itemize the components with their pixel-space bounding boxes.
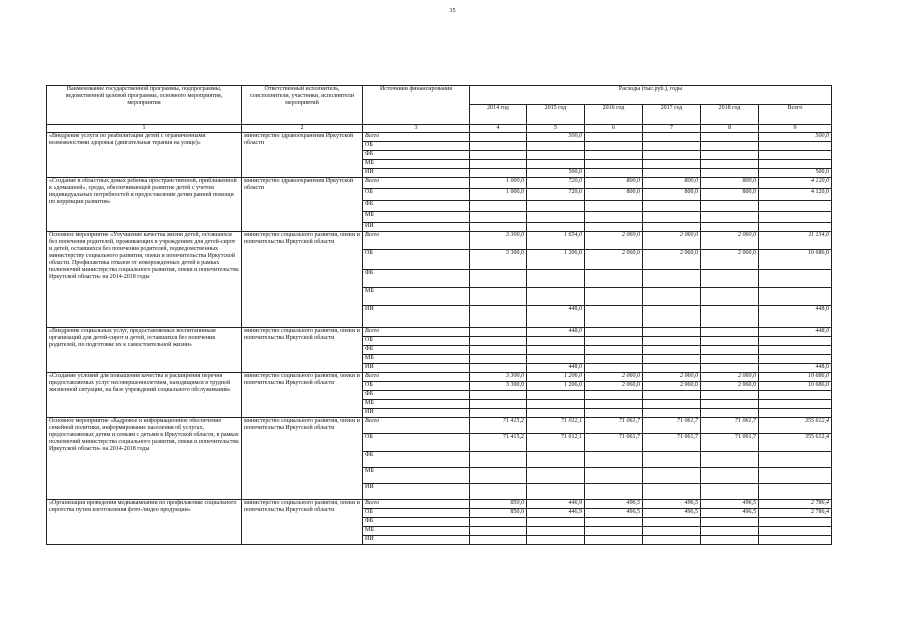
year-value	[470, 212, 527, 223]
year-value	[585, 328, 643, 337]
year-value	[643, 142, 701, 151]
expenses-table	[46, 85, 832, 545]
total-value	[759, 484, 832, 500]
total-value: 2 786,4	[759, 500, 832, 509]
year-value	[643, 400, 701, 409]
year-value	[585, 169, 643, 178]
total-value	[759, 142, 832, 151]
year-value: 496,5	[701, 509, 759, 518]
funding-source: ИИ	[363, 364, 470, 373]
year-value: 1 000,0	[470, 178, 527, 189]
funding-source: Всего	[363, 232, 470, 250]
year-value: 496,5	[643, 500, 701, 509]
year-value: 800,0	[643, 189, 701, 201]
total-value: 500,0	[759, 169, 832, 178]
total-value: 10 686,0	[759, 250, 832, 270]
year-value: 71 061,7	[643, 418, 701, 434]
year-value	[585, 201, 643, 212]
year-value	[527, 536, 585, 545]
year-value	[643, 391, 701, 400]
year-value	[527, 151, 585, 160]
total-value: 355 612,4	[759, 418, 832, 434]
year-value: 720,0	[527, 178, 585, 189]
year-value	[527, 452, 585, 468]
funding-source: МБ	[363, 355, 470, 364]
year-value: 800,0	[701, 189, 759, 201]
funding-source: ИИ	[363, 169, 470, 178]
year-value	[643, 151, 701, 160]
funding-source: ФБ	[363, 201, 470, 212]
header-year: 2018 год	[701, 105, 759, 125]
year-value: 2 060,0	[701, 382, 759, 391]
funding-source: Всего	[363, 133, 470, 142]
measure-executor: министерство социального развития, опеки и попечительства Иркутской области	[242, 328, 363, 373]
year-value	[585, 468, 643, 484]
year-value: 1 206,0	[527, 382, 585, 391]
year-value	[701, 133, 759, 142]
funding-source: МБ	[363, 212, 470, 223]
measure-executor: министерство социального развития, опеки и попечительства Иркутской области	[242, 500, 363, 545]
year-value	[585, 484, 643, 500]
year-value	[527, 484, 585, 500]
funding-source: ФБ	[363, 151, 470, 160]
year-value	[701, 169, 759, 178]
total-value	[759, 160, 832, 169]
funding-source: МБ	[363, 288, 470, 306]
year-value	[585, 400, 643, 409]
column-number: 9	[759, 125, 832, 133]
year-value: 3 300,0	[470, 382, 527, 391]
funding-source: МБ	[363, 160, 470, 169]
table-row	[47, 328, 832, 337]
year-value: 446,9	[527, 500, 585, 509]
funding-source: ФБ	[363, 270, 470, 288]
total-value	[759, 518, 832, 527]
year-value	[585, 346, 643, 355]
column-number: 2	[242, 125, 363, 133]
year-value	[527, 391, 585, 400]
year-value	[643, 409, 701, 418]
measure-executor: министерство здравоохранения Иркутской области	[242, 178, 363, 232]
year-value: 2 060,0	[643, 373, 701, 382]
year-value	[701, 223, 759, 232]
table-row	[47, 232, 832, 250]
year-value	[470, 169, 527, 178]
measure-name: Основное мероприятие «Кадровое и информационное обеспечение семейной политики, информирование населения об услугах, предоставляемых детям и семьям с детьми в Иркутской области, в рамках полномочий министерства социального развития, опеки и попечительства Иркутской области» на 2014-2018 годы	[47, 418, 242, 500]
year-value	[470, 133, 527, 142]
total-value: 10 686,0	[759, 373, 832, 382]
year-value	[643, 201, 701, 212]
year-value	[527, 223, 585, 232]
funding-source: ФБ	[363, 518, 470, 527]
year-value	[527, 400, 585, 409]
year-value	[470, 306, 527, 328]
total-value	[759, 400, 832, 409]
year-value	[585, 391, 643, 400]
year-value	[585, 518, 643, 527]
year-value: 500,0	[527, 169, 585, 178]
year-value	[701, 288, 759, 306]
funding-source: ОБ	[363, 250, 470, 270]
year-value: 71 415,2	[470, 418, 527, 434]
year-value	[701, 270, 759, 288]
year-value	[585, 270, 643, 288]
year-value: 496,5	[701, 500, 759, 509]
year-value	[701, 151, 759, 160]
funding-source: МБ	[363, 527, 470, 536]
year-value: 448,0	[527, 364, 585, 373]
year-value	[701, 346, 759, 355]
year-value: 3 300,0	[470, 373, 527, 382]
year-value: 1 206,0	[527, 250, 585, 270]
funding-source: Всего	[363, 373, 470, 382]
year-value	[643, 223, 701, 232]
year-value	[643, 270, 701, 288]
year-value	[527, 346, 585, 355]
year-value: 2 060,0	[701, 373, 759, 382]
year-value: 2 060,0	[585, 382, 643, 391]
year-value	[701, 212, 759, 223]
funding-source: ОБ	[363, 142, 470, 151]
year-value: 2 060,0	[585, 250, 643, 270]
year-value: 71 012,1	[527, 418, 585, 434]
total-value	[759, 391, 832, 400]
funding-source: Всего	[363, 328, 470, 337]
year-value	[701, 468, 759, 484]
year-value: 448,0	[527, 306, 585, 328]
funding-source: ФБ	[363, 452, 470, 468]
total-value	[759, 468, 832, 484]
year-value	[701, 355, 759, 364]
total-value	[759, 409, 832, 418]
year-value	[585, 364, 643, 373]
total-value: 11 134,0	[759, 232, 832, 250]
year-value: 71 061,7	[643, 434, 701, 452]
table-body	[47, 133, 832, 545]
year-value	[470, 527, 527, 536]
year-value: 1 000,0	[470, 189, 527, 201]
year-value	[470, 160, 527, 169]
year-value	[470, 355, 527, 364]
total-value: 10 686,0	[759, 382, 832, 391]
year-value	[585, 151, 643, 160]
total-value	[759, 452, 832, 468]
measure-name: «Внедрение услуги по реабилитации детей с ограниченными возможностями здоровья (двигательная терапия на улице)»	[47, 133, 242, 178]
year-value	[527, 212, 585, 223]
year-value	[527, 355, 585, 364]
year-value	[643, 364, 701, 373]
header-year: 2017 год	[643, 105, 701, 125]
year-value: 71 061,7	[585, 434, 643, 452]
table-row	[47, 418, 832, 434]
year-value: 850,0	[470, 509, 527, 518]
year-value	[701, 391, 759, 400]
year-value	[643, 169, 701, 178]
year-value	[527, 142, 585, 151]
year-value	[643, 337, 701, 346]
year-value	[527, 288, 585, 306]
year-value	[470, 484, 527, 500]
year-value	[470, 346, 527, 355]
header-expenses: Расходы (тыс.руб.), годы	[470, 86, 832, 105]
column-number: 7	[643, 125, 701, 133]
year-value	[643, 328, 701, 337]
year-value	[643, 536, 701, 545]
year-value	[470, 391, 527, 400]
year-value: 496,5	[585, 500, 643, 509]
header-total: Всего	[759, 105, 832, 125]
measure-name: «Создание условий для повышения качества и расширения перечня предоставляемых услуг несовершеннолетним, находящимся в трудной жизненной ситуации, на базе учреждений социального обслуживания»	[47, 373, 242, 418]
year-value	[585, 212, 643, 223]
total-value	[759, 223, 832, 232]
funding-source: ИИ	[363, 536, 470, 545]
year-value	[470, 288, 527, 306]
year-value	[527, 468, 585, 484]
year-value	[585, 133, 643, 142]
funding-source: ФБ	[363, 391, 470, 400]
year-value	[701, 160, 759, 169]
funding-source: Всего	[363, 500, 470, 509]
year-value: 71 061,7	[701, 418, 759, 434]
year-value	[643, 355, 701, 364]
year-value: 71 012,1	[527, 434, 585, 452]
header-name: Наименование государственной программы, подпрограммы, ведомственной целевой программы, основного мероприятия, мероприятия	[47, 86, 242, 125]
year-value	[643, 306, 701, 328]
year-value: 1 654,0	[527, 232, 585, 250]
funding-source: ИИ	[363, 306, 470, 328]
funding-source: ОБ	[363, 189, 470, 201]
year-value	[701, 484, 759, 500]
year-value	[585, 409, 643, 418]
year-value: 71 061,7	[585, 418, 643, 434]
year-value	[643, 212, 701, 223]
year-value: 800,0	[701, 178, 759, 189]
funding-source: МБ	[363, 468, 470, 484]
year-value	[470, 400, 527, 409]
measure-executor: министерство здравоохранения Иркутской области	[242, 133, 363, 178]
total-value	[759, 527, 832, 536]
year-value	[701, 400, 759, 409]
year-value	[701, 201, 759, 212]
year-value	[470, 201, 527, 212]
year-value	[585, 337, 643, 346]
table-row	[47, 373, 832, 382]
year-value: 448,0	[527, 328, 585, 337]
total-value	[759, 201, 832, 212]
column-number: 3	[363, 125, 470, 133]
year-value	[701, 337, 759, 346]
year-value	[585, 288, 643, 306]
funding-source: ОБ	[363, 509, 470, 518]
year-value: 720,0	[527, 189, 585, 201]
year-value: 496,5	[585, 509, 643, 518]
year-value	[585, 223, 643, 232]
year-value	[585, 527, 643, 536]
year-value	[470, 536, 527, 545]
total-value: 448,0	[759, 328, 832, 337]
year-value: 2 060,0	[701, 232, 759, 250]
year-value	[701, 306, 759, 328]
year-value	[527, 337, 585, 346]
year-value: 2 060,0	[643, 232, 701, 250]
total-value: 2 786,4	[759, 509, 832, 518]
year-value	[643, 452, 701, 468]
year-value: 800,0	[585, 178, 643, 189]
total-value: 4 120,0	[759, 178, 832, 189]
year-value: 496,5	[643, 509, 701, 518]
year-value	[527, 527, 585, 536]
table-row	[47, 178, 832, 189]
column-number: 4	[470, 125, 527, 133]
column-number: 5	[527, 125, 585, 133]
header-year: 2015 год	[527, 105, 585, 125]
column-number: 6	[585, 125, 643, 133]
funding-source: МБ	[363, 400, 470, 409]
funding-source: Всего	[363, 178, 470, 189]
year-value: 71 415,2	[470, 434, 527, 452]
year-value	[701, 527, 759, 536]
year-value	[643, 527, 701, 536]
funding-source: ИИ	[363, 223, 470, 232]
year-value	[470, 364, 527, 373]
year-value	[527, 201, 585, 212]
page-number: 35	[449, 8, 456, 14]
header-year: 2014 год	[470, 105, 527, 125]
measure-executor: министерство социального развития, опеки и попечительства Иркутской области	[242, 232, 363, 328]
year-value: 71 061,7	[701, 434, 759, 452]
column-number: 8	[701, 125, 759, 133]
total-value	[759, 355, 832, 364]
year-value	[701, 142, 759, 151]
year-value: 1 206,0	[527, 373, 585, 382]
total-value	[759, 288, 832, 306]
funding-source: Всего	[363, 418, 470, 434]
year-value: 2 060,0	[643, 382, 701, 391]
year-value	[470, 142, 527, 151]
year-value	[470, 452, 527, 468]
measure-name: «Создание в областных домах ребенка пространственной, приближенной к «домашней», среды, обеспечивающей развитие детей с учетом индивидуальных потребностей и предоставление детям ранней помощи по коррекции развития»	[47, 178, 242, 232]
year-value	[470, 409, 527, 418]
total-value	[759, 536, 832, 545]
total-value: 500,0	[759, 133, 832, 142]
measure-name: «Внедрение социальных услуг, предоставляемых воспитанникам организаций для детей-сирот и детей, оставшихся без попечения родителей, по подготовке их к самостоятельной жизни»	[47, 328, 242, 373]
year-value	[701, 518, 759, 527]
year-value	[643, 518, 701, 527]
measure-name: «Организация проведения медиакампании по профилактике социального сиротства путем изготовления фото-/видео продукции»	[47, 500, 242, 545]
total-value	[759, 346, 832, 355]
total-value	[759, 337, 832, 346]
year-value	[701, 536, 759, 545]
year-value	[643, 133, 701, 142]
year-value	[643, 484, 701, 500]
year-value: 2 060,0	[701, 250, 759, 270]
funding-source: ОБ	[363, 382, 470, 391]
year-value: 800,0	[585, 189, 643, 201]
measure-executor: министерство социального развития, опеки и попечительства Иркутской области	[242, 373, 363, 418]
year-value	[701, 409, 759, 418]
year-value	[527, 409, 585, 418]
funding-source: ФБ	[363, 346, 470, 355]
year-value	[643, 468, 701, 484]
year-value: 500,0	[527, 133, 585, 142]
year-value	[585, 536, 643, 545]
total-value	[759, 212, 832, 223]
total-value	[759, 151, 832, 160]
total-value: 448,0	[759, 364, 832, 373]
year-value	[527, 270, 585, 288]
funding-source: ОБ	[363, 337, 470, 346]
year-value: 2 060,0	[585, 232, 643, 250]
header-sources: Источники финансирования	[363, 86, 470, 125]
year-value: 446,9	[527, 509, 585, 518]
column-number: 1	[47, 125, 242, 133]
total-value: 4 120,0	[759, 189, 832, 201]
year-value	[470, 223, 527, 232]
year-value	[585, 452, 643, 468]
measure-executor: министерство социального развития, опеки и попечительства Иркутской области	[242, 418, 363, 500]
table-row	[47, 500, 832, 509]
year-value	[527, 160, 585, 169]
year-value	[470, 337, 527, 346]
year-value	[470, 270, 527, 288]
year-value	[701, 328, 759, 337]
year-value	[527, 518, 585, 527]
total-value: 355 612,4	[759, 434, 832, 452]
year-value	[470, 328, 527, 337]
year-value	[470, 468, 527, 484]
year-value: 3 300,0	[470, 250, 527, 270]
year-value	[585, 306, 643, 328]
measure-name: Основное мероприятие «Улучшение качества жизни детей, оставшихся без попечения родителей, проживающих в учреждениях для детей-сирот и детей, оставшихся без попечения родителей, подведомственных министерству социального развития, опеки и попечительства Иркутской области. Профилактика отказов от новорожденных детей в рамках полномочий министерства социального развития, опеки и попечительства Иркутской области» на 2014-2018 годы	[47, 232, 242, 328]
year-value: 800,0	[643, 178, 701, 189]
year-value	[701, 364, 759, 373]
year-value	[643, 160, 701, 169]
total-value	[759, 270, 832, 288]
year-value	[470, 518, 527, 527]
funding-source: ИИ	[363, 484, 470, 500]
year-value	[585, 355, 643, 364]
year-value	[643, 346, 701, 355]
header-year: 2016 год	[585, 105, 643, 125]
funding-source: ОБ	[363, 434, 470, 452]
year-value	[701, 452, 759, 468]
header-executor: Ответственный исполнитель, соисполнители, участники, исполнители мероприятий	[242, 86, 363, 125]
year-value	[585, 142, 643, 151]
year-value: 3 300,0	[470, 232, 527, 250]
total-value: 448,0	[759, 306, 832, 328]
year-value	[643, 288, 701, 306]
funding-source: ИИ	[363, 409, 470, 418]
year-value: 2 060,0	[643, 250, 701, 270]
year-value: 850,0	[470, 500, 527, 509]
year-value	[470, 151, 527, 160]
year-value: 2 060,0	[585, 373, 643, 382]
year-value	[585, 160, 643, 169]
table-row	[47, 133, 832, 142]
